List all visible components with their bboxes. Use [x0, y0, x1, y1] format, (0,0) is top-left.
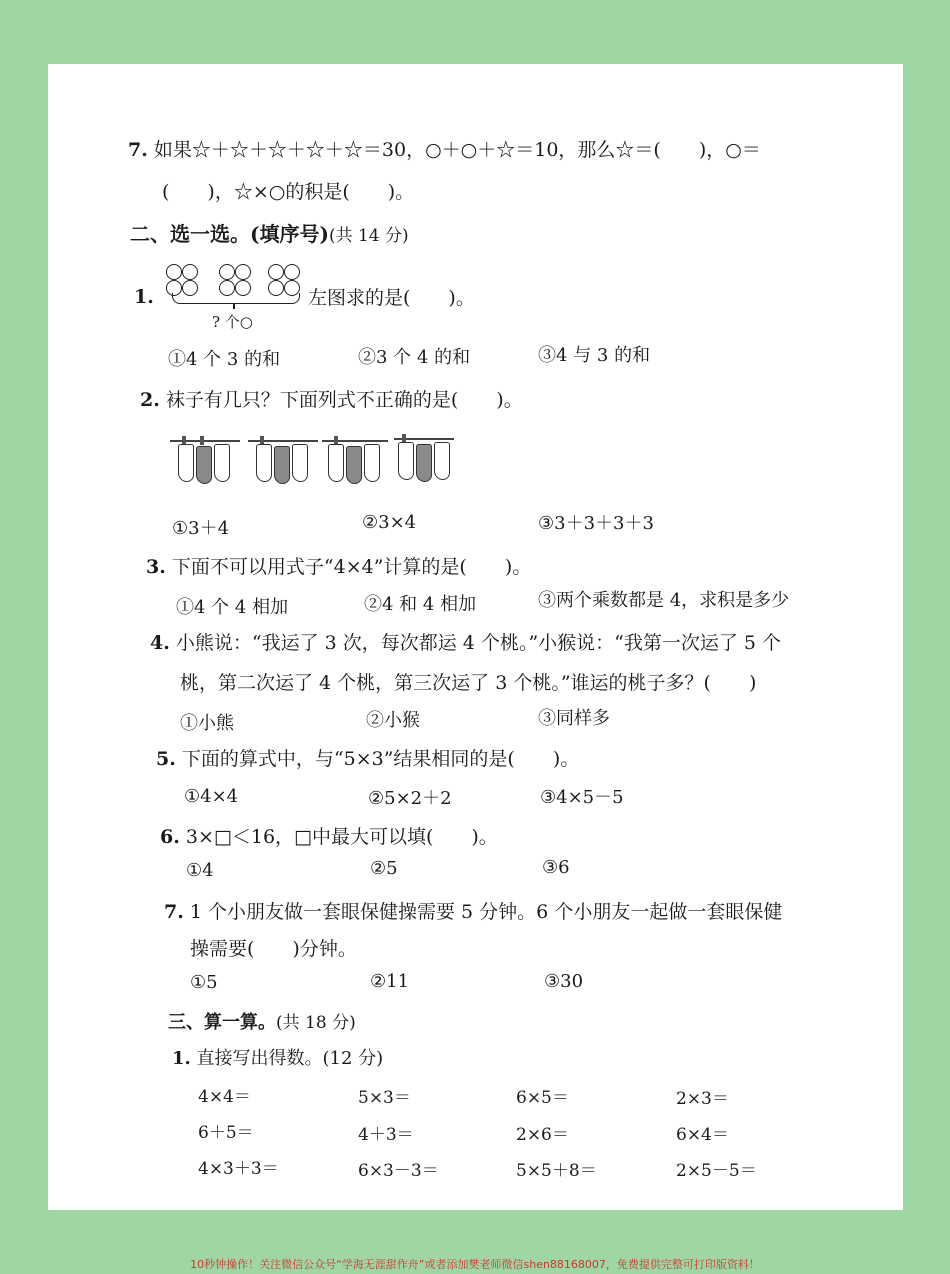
calc-item: 2×3＝	[676, 1089, 729, 1109]
circle-shape	[235, 264, 251, 280]
circle-shape	[219, 264, 235, 280]
section2-heading: 二、选一选。(填序号)(共 14 分)	[130, 222, 409, 246]
s2q1-number: 1.	[134, 286, 154, 308]
s2q7-line2: 操需要( )分钟。	[190, 938, 357, 960]
promo-footer: 10秒钟操作！关注微信公众号“学海无涯甜作舟”或者添加樊老师微信shen88168007，免费提供完整可打印版资料！	[190, 1258, 760, 1271]
sock	[346, 446, 362, 484]
sock	[214, 444, 230, 482]
s2q7-option-2: ②11	[370, 971, 410, 992]
sock	[434, 442, 450, 480]
brace-tip	[233, 303, 235, 309]
sock	[292, 444, 308, 482]
s2q2-option-2: ②3×4	[362, 512, 417, 533]
calc-item: 2×6＝	[516, 1125, 569, 1145]
clothesline	[322, 440, 388, 442]
s2q2-line: 2. 袜子有几只？下面列式不正确的是( )。	[140, 389, 523, 411]
calc-item: 4＋3＝	[358, 1125, 414, 1145]
brace	[172, 293, 300, 304]
calc-item: 6×3－3＝	[358, 1161, 439, 1181]
section3-heading: 三、算一算。(共 18 分)	[168, 1012, 356, 1033]
calc-item: 4×3＋3＝	[198, 1159, 279, 1179]
q7-line2: ( )，☆×○的积是( )。	[162, 181, 415, 203]
s2q6-option-1: ①4	[186, 860, 214, 881]
circle-shape	[166, 264, 182, 280]
sock	[178, 444, 194, 482]
s2q1-option-2: ②3 个 4 的和	[358, 347, 471, 368]
sock	[274, 446, 290, 484]
s2q3-option-1: ①4 个 4 相加	[176, 597, 289, 618]
sock	[328, 444, 344, 482]
s2q6-line: 6. 3×□＜16，□中最大可以填( )。	[160, 826, 498, 848]
calc-item: 2×5－5＝	[676, 1161, 757, 1181]
circle-shape	[268, 264, 284, 280]
socks-illustration	[168, 432, 458, 494]
clothesline	[248, 440, 318, 442]
calc-item: 5×3＝	[358, 1088, 411, 1108]
calc-item: 6＋5＝	[198, 1123, 254, 1143]
s2q5-line: 5. 下面的算式中，与“5×3”结果相同的是( )。	[156, 748, 580, 770]
circle-shape	[182, 264, 198, 280]
figure-caption: ? 个○	[212, 313, 253, 331]
s2q5-option-2: ②5×2＋2	[368, 788, 452, 809]
s2q4-line2: 桃，第二次运了 4 个桃，第三次运了 3 个桃。”谁运的桃子多？( )	[180, 672, 757, 694]
sock	[398, 442, 414, 480]
s2q4-line1: 4. 小熊说：“我运了 3 次，每次都运 4 个桃。”小猴说：“我第一次运了 5 个	[150, 632, 782, 654]
s2q3-line: 3. 下面不可以用式子“4×4”计算的是( )。	[146, 556, 532, 578]
s2q1-option-3: ③4 与 3 的和	[538, 345, 651, 366]
calc-item: 6×4＝	[676, 1125, 729, 1145]
circle-shape	[284, 264, 300, 280]
s2q2-option-1: ①3＋4	[172, 518, 230, 539]
s3q1-heading: 1. 直接写出得数。(12 分)	[172, 1048, 384, 1069]
calc-item: 5×5＋8＝	[516, 1161, 597, 1181]
sock	[256, 444, 272, 482]
s2q5-option-1: ①4×4	[184, 786, 239, 807]
s2q6-option-2: ②5	[370, 858, 398, 879]
s2q4-option-3: ③同样多	[538, 708, 610, 729]
s2q5-option-3: ③4×5－5	[540, 787, 624, 808]
s2q2-option-3: ③3＋3＋3＋3	[538, 513, 654, 534]
sock	[364, 444, 380, 482]
s2q7-line1: 7. 1 个小朋友做一套眼保健操需要 5 分钟。6 个小朋友一起做一套眼保健	[164, 901, 783, 923]
s2q1-option-1: ①4 个 3 的和	[168, 349, 281, 370]
sock	[196, 446, 212, 484]
s2q6-option-3: ③6	[542, 857, 570, 878]
s2q4-option-2: ②小猴	[366, 710, 420, 731]
sock	[416, 444, 432, 482]
s2q4-option-1: ①小熊	[180, 713, 234, 734]
q7-line1: 7. 如果☆＋☆＋☆＋☆＋☆＝30，○＋○＋☆＝10，那么☆＝( )，○＝	[128, 139, 761, 161]
calc-item: 6×5＝	[516, 1088, 569, 1108]
clothesline	[170, 440, 240, 442]
s2q7-option-3: ③30	[544, 971, 584, 992]
calc-item: 4×4＝	[198, 1087, 251, 1107]
s2q3-option-2: ②4 和 4 相加	[364, 594, 477, 615]
clothespin	[200, 436, 204, 445]
s2q7-option-1: ①5	[190, 972, 218, 993]
s2q3-option-3: ③两个乘数都是 4，求积是多少	[538, 590, 790, 611]
s2q1-question: 左图求的是( )。	[308, 287, 475, 309]
